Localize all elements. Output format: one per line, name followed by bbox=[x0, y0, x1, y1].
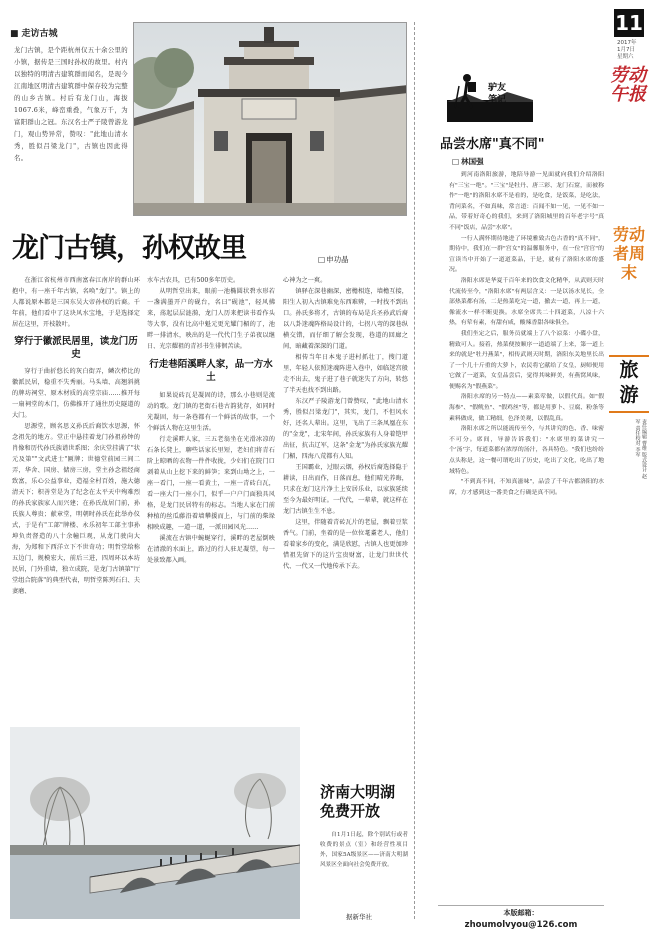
lake-headline bbox=[320, 783, 395, 821]
editor-credits: 责任编辑 曹维 版式设计 赵军 责任校对 李军 bbox=[634, 419, 647, 479]
article2-body bbox=[449, 170, 604, 904]
newspaper-masthead: 劳动午报 bbox=[610, 65, 646, 105]
lake-headline-line-2: 免费开放 bbox=[320, 802, 381, 820]
article-column-1 bbox=[12, 275, 140, 715]
paragraph: 如果说砖瓦是凝固的诗，那么小巷则是流动的歌。龙门镇的老街石巷古韵犹存，如同时光凝固，每一条巷都有一个鲜活的故事，一个个鲜活人物在这里生活。 bbox=[147, 392, 275, 432]
paragraph: 思源堂，顾名思义孙氏后裔饮水思源，怀念祖先的地方。堂正中悬挂着龙门孙祖孙钟的肖像和历代孙氏族谱世系图；余庆堂挂满了"状元及第""文武进士"匾牌；世德堂前园三间二弄，华舍、国房、储房三房，堂主孙念祖经商致富，乐心公益事业，造福全村百姓，施大德清天下；积善堂是为了纪念在太平天中殉难烈的孙氏家族家人而兴建；在孙氏故居门前，孙氏族人尊贵；献章堂，明朝时孙氏在此举办仪式，于是有"工部"牌楼、永乐初年工部主事孙坤负责督造的八十余幢巨观，从龙门驶向大海，为郑和下西洋立下不世奇功；明哲堂给称五边门，规模宏大，前后三进，四周环以本坊民居，门外重墙，独立成院，是龙门古镇第"厅堂组合院落"的典型代表，明哲堂陈列石臼、夫妻磨、 bbox=[12, 423, 140, 595]
daming-lake-illustration bbox=[10, 727, 300, 919]
paragraph: 这里，伴随着青砖瓦片的老屋，飘着豆浆香气。门前，坐着的是一位位耄耋老人，他们看着家乡的变化，满是欣慰，古镇人也更加珍惜祖先留下的这片宝贵财富，让龙门世世代代、一代又一代地传承下去。 bbox=[283, 519, 408, 570]
column-name bbox=[488, 82, 506, 106]
paragraph: 东汉严子陵游龙门曾赞叹，"此地山清水秀，胜似吕梁龙门"，其实，龙门，不但风水好，还名人辈出。这里，飞出了三条凤凰在东的"金龙"，北宋年间，孙氏家族有人身着铠甲出征，抗击辽军，这条"金龙"为孙氏家族光耀门楣，四海八荒都有人知。 bbox=[283, 398, 408, 460]
main-headline: 龙门古镇，孙权故里 bbox=[12, 233, 246, 264]
paragraph: 水车古农具，已有500多年历史。 bbox=[147, 277, 240, 284]
paragraph: 从明哲堂出来，眼前一池椭圆状碧水形若一盏满墨开户的砚台，名曰"砚池"，轻风拂来，荡起层层涟漪，龙门人历来把读书看作头等大事，没有比高中魁元更光耀门楣的了，池畔一排清水，映出的是一代代门生子弟夜以继日、光宗耀祖的青衫书生徘徊苦读。 bbox=[147, 288, 275, 350]
date-year: 2017年 bbox=[617, 40, 637, 46]
paragraph: 我们坐定之后，服务员就端上了八个凉菜：小碟小盘，精致可人。接着，热菜便按顺序一道道端了上来，第一道上来的就是"牡丹燕菜"，相传武则天时期，洛阳东关地里长出了一个几十斤重的大萝卜，农民将它献给了女皇，厨师便用它做了一道菜，女皇品尝后，觉得其味鲜美，有燕窝风味，便赐名为"假燕菜"。 bbox=[449, 330, 604, 390]
page-number: 11 bbox=[615, 11, 643, 35]
daming-lake-photo bbox=[10, 727, 300, 919]
article2-title: 品尝水席"真不同" bbox=[440, 137, 545, 152]
article-column-2 bbox=[147, 275, 275, 715]
paragraph: 洛阳水席的另一特点——素菜荤做，以假代真。如"假海参"、"假鱿鱼"、"假鸡丝"等，都是用萝卜、豆腐、粉条等素料做成，做工精细，色泽美观，以假乱真。 bbox=[449, 394, 604, 422]
lake-body bbox=[320, 830, 408, 870]
mail-label: 本版邮箱： bbox=[503, 909, 539, 917]
author-byline: □ 申功晶 bbox=[318, 254, 349, 265]
section-label: ■ 走访古城 bbox=[10, 26, 58, 39]
date-day: 1月7日 bbox=[617, 47, 635, 53]
paragraph: 洛阳水席是华夏千百年来的饮食文化精华，从武则天时代流传至今，"洛阳水席"有两层含义：一是以汤水见长，全部热菜都有汤，二是热菜吃完一道，撤去一道，再上一道，像流水一样不断更换。水席全席共二十四道菜，八凉十六热，有荤有素，有甜有咸，酸辣香甜各味俱全。 bbox=[449, 277, 604, 327]
column-name-line-2: 笔记 bbox=[488, 95, 507, 105]
intro-text: 龙门古镇，是个距杭州仅五十余公里的小镇，据传是三国时孙权的故里。村内以独特的明清古建筑群而闻名，是现今江南地区明清古建筑群中保存较为完整的山乡古镇。村后有龙门山，海拔1067.6米，峰峦重叠，气象万千，为富阳群山之冠。东汉名士严子陵曾游龙门，观山势异常，赞叹："此地山清水秀，胜似吕梁龙门"，古镇也因此得名。 bbox=[14, 46, 128, 162]
travel-section-title: 旅游 bbox=[619, 359, 639, 406]
subhead-2: 行走巷陌溪畔人家，品一方水土 bbox=[149, 359, 273, 383]
article-column-3 bbox=[283, 275, 408, 715]
lake-headline-line-1: 济南大明湖 bbox=[320, 783, 396, 801]
column-divider bbox=[414, 22, 415, 919]
paragraph: 王国霸业，过眼云烟，孙权后裔选择隐于耕读，日出而作，日落而息，他们晴光养晦，只求在龙门这片净土上安居乐业，以家族延续至今为最好明证。一代代，一辈辈，就这样在龙门古镇生生不息。 bbox=[283, 464, 408, 515]
paragraph: "不到真不同，不知真滋味"，品尝了千年古都洛阳的水席，方才感到这一番美食之行确是真不同。 bbox=[449, 479, 604, 496]
lead-paragraph: 在浙江省杭州市西南富春江南岸的群山环抱中，有一座千年古镇，名唤"龙门"。镇上的人都说原本都是三国东吴大帝孙权的后裔。千年前，他们看中了这块风水宝地，于是选择定居在这里，开枝散叶。 bbox=[12, 277, 140, 328]
paragraph: 自1月1日起，除个别试行或者收费的景点（室）和经营性项目外，国家5A级景区——济南大明湖风景区全面向社会免费开放。 bbox=[320, 832, 408, 868]
paragraph: 心神为之一爽。 bbox=[283, 277, 327, 284]
paragraph: 一行人满怀期待地进了环境雅致古色古香的"真不同"，期待中，我们在一群"宫女"的温馨服务中，在一位"宫官"的宣读当中开始了一道道菜品，于是，就有了洛阳水席的盛况。 bbox=[449, 235, 604, 274]
paragraph: 镇驿在深巷幽深，密檐相连，墙檐互接，阳生人初入古镇难免东西难辨，一时找不到出口。孙氏多将才，古镇的布局是兵圣孙武后裔以八卦迷魂阵格局设计的，七拐八弯的深巷纵横交错，而仔细了解会发现，巷道的回廊之间，暗藏着深深的门道。 bbox=[283, 288, 408, 350]
subhead-1: 穿行于徽派民居里，读龙门历史 bbox=[14, 336, 138, 360]
paragraph: 穿行于曲折悠长的灰白街弄，鳞次栉比的徽派民居，稳重不失秀丽。马头墙、高翘斜挑的牌坊祠堂、原木材质的高堂宗庙……推开每一扇祠堂的木门，仿佛推开了通往历史隧道的大门。 bbox=[12, 368, 140, 419]
column-name-line-1: 驴友 bbox=[488, 83, 507, 93]
article2-author: □ 林国强 bbox=[452, 156, 484, 167]
longmen-gate-illustration bbox=[134, 23, 407, 216]
longmen-gate-photo bbox=[133, 22, 407, 216]
paragraph: 行走溪畔人家，三五老翁坐在光滑冰凉的石条长凳上，聊些话家长里短，老妇们将青石阶上晾晒的衣物一件件收拢，少妇们在院门口剥着从山上挖下来的鲜笋；来到山坳之上，一座一看门，一座一看黄土，一座一青砖白瓦，看一座大门一座小门，似乎一户户门面独具风格，是龙门民居特有的标志。当地人家在门前种植的丝瓜藤沿着墙攀援而上，与门前的柴垛相映成趣，一道一道，一派田园风光…… bbox=[147, 436, 275, 531]
paragraph: 洛阳水席之所以能流传至今，与其讲究的色、香、味密不可分。席间，导游告诉我们："水席里的菜讲究一个'汤'字，每道菜都有浓厚的汤汁，各具特色。"我们也纷纷点头称是，这一餐可谓吃出了历史，吃出了文化，吃出了地域特色。 bbox=[449, 426, 604, 475]
weekly-section-title: 劳动者周末 bbox=[612, 225, 645, 282]
paragraph: 到河南洛阳旅游，地陪导游一见面就向我们介绍洛阳有"三宝一绝"。"三宝"是牡丹、唐三彩、龙门石窟，而被称作"一绝"的洛阳水席不是看的，是吃食，是饭菜，是吃法，背问菜名，不如真味，常言道：百闻不如一见，一见不如一品，带着好奇心的我们，来到了洛阳城里的百年老字号"真不同"饭店，品尝"水席"。 bbox=[449, 172, 604, 231]
lake-byline: 据新华社 bbox=[346, 913, 372, 921]
date-weekday: 星期六 bbox=[617, 54, 634, 60]
issue-date bbox=[617, 40, 637, 61]
mailbox-footer bbox=[438, 905, 604, 935]
paragraph: 相传当年日本鬼子进村抓壮丁，搜门道里，年轻人依照迷魂阵进入巷中，如临迷宫般走不出去，鬼子进了巷子就迷失了方向，转悠了半天也找不到出路。 bbox=[283, 354, 408, 394]
mail-address[interactable]: zhoumolvyou@126.com bbox=[464, 920, 578, 930]
paragraph: 溪流在古镇中蜿蜒穿行，溪畔的老屋倒映在清澈的水面上，路过的行人驻足凝望，每一处景致都入画。 bbox=[147, 535, 275, 564]
